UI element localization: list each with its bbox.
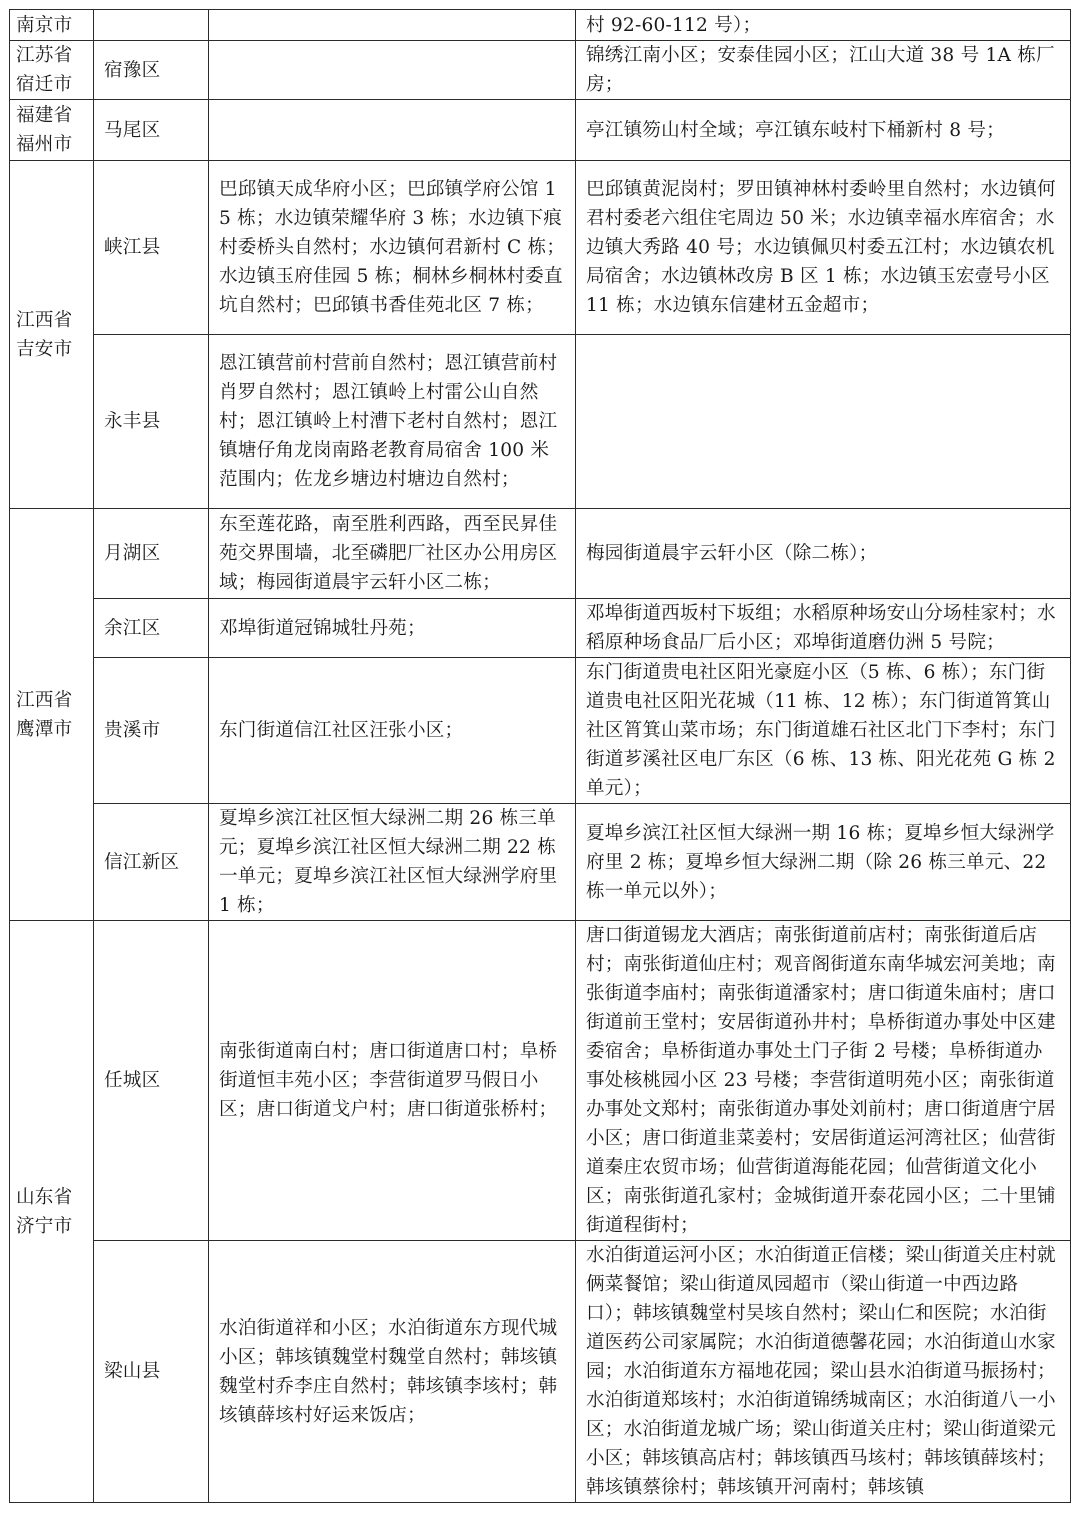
table-row	[10, 921, 1071, 1241]
county-cell: 月湖区	[94, 509, 209, 599]
high-risk-cell: 东门街道信江社区汪张小区；	[209, 658, 576, 804]
table-row	[10, 1241, 1071, 1503]
table-row	[10, 599, 1071, 658]
region-cell: 江西省鹰潭市	[10, 509, 94, 921]
table-row	[10, 10, 1071, 41]
high-risk-cell: 恩江镇营前村营前自然村；恩江镇营前村肖罗自然村；恩江镇岭上村雷公山自然村；恩江镇岭上村漕下老村自然村；恩江镇塘仔角龙岗南路老教育局宿舍 100 米范围内；佐龙乡塘边村塘边自然村；	[209, 335, 576, 509]
mid-risk-cell: 夏埠乡滨江社区恒大绿洲一期 16 栋；夏埠乡恒大绿洲学府里 2 栋；夏埠乡恒大绿洲二期（除 26 栋三单元、22 栋一单元以外）；	[576, 804, 1071, 921]
high-risk-cell	[209, 41, 576, 100]
county-cell: 任城区	[94, 921, 209, 1241]
risk-area-table	[9, 9, 1071, 1503]
county-cell: 余江区	[94, 599, 209, 658]
table-row	[10, 509, 1071, 599]
region-cell: 南京市	[10, 10, 94, 41]
table-row	[10, 161, 1071, 335]
mid-risk-cell: 巴邱镇黄泥岗村；罗田镇神林村委岭里自然村；水边镇何君村委老六组住宅周边 50 米；水边镇幸福水库宿舍；水边镇大秀路 40 号；水边镇佩贝村委五江村；水边镇农机局宿舍；水边镇林改房 B 区 1 栋；水边镇玉宏壹号小区 11 栋；水边镇东信建材五金超市；	[576, 161, 1071, 335]
county-cell: 宿豫区	[94, 41, 209, 100]
table-row	[10, 100, 1071, 161]
table-row	[10, 41, 1071, 100]
mid-risk-cell: 邓埠街道西坂村下坂组；水稻原种场安山分场桂家村；水稻原种场食品厂后小区；邓埠街道磨仂洲 5 号院；	[576, 599, 1071, 658]
mid-risk-cell: 梅园街道晨宇云轩小区（除二栋）；	[576, 509, 1071, 599]
region-cell: 江西省吉安市	[10, 161, 94, 509]
high-risk-cell	[209, 10, 576, 41]
county-cell	[94, 10, 209, 41]
mid-risk-cell: 亭江镇笏山村全域；亭江镇东岐村下桶新村 8 号；	[576, 100, 1071, 161]
region-cell: 山东省济宁市	[10, 921, 94, 1503]
table-row	[10, 335, 1071, 509]
county-cell: 峡江县	[94, 161, 209, 335]
mid-risk-cell: 锦绣江南小区；安泰佳园小区；江山大道 38 号 1A 栋厂房；	[576, 41, 1071, 100]
high-risk-cell: 夏埠乡滨江社区恒大绿洲二期 26 栋三单元；夏埠乡滨江社区恒大绿洲二期 22 栋一单元；夏埠乡滨江社区恒大绿洲学府里 1 栋；	[209, 804, 576, 921]
mid-risk-cell	[576, 335, 1071, 509]
high-risk-cell	[209, 100, 576, 161]
mid-risk-cell: 唐口街道锡龙大酒店；南张街道前店村；南张街道后店村；南张街道仙庄村；观音阁街道东南华城宏河美地；南张街道李庙村；南张街道潘家村；唐口街道朱庙村；唐口街道前王堂村；安居街道孙井村；阜桥街道办事处中区建委宿舍；阜桥街道办事处土门子街 2 号楼；阜桥街道办事处核桃园小区 23 号楼；李营街道明苑小区；南张街道办事处文郑村；南张街道办事处刘前村；唐口街道唐宁居小区；唐口街道韭菜姜村；安居街道运河湾社区；仙营街道秦庄农贸市场；仙营街道海能花园；仙营街道文化小区；南张街道孔家村；金城街道开泰花园小区；二十里铺街道程街村；	[576, 921, 1071, 1241]
high-risk-cell: 邓埠街道冠锦城牡丹苑；	[209, 599, 576, 658]
county-cell: 马尾区	[94, 100, 209, 161]
high-risk-cell: 南张街道南白村；唐口街道唐口村；阜桥街道恒丰苑小区；李营街道罗马假日小区；唐口街道戈户村；唐口街道张桥村；	[209, 921, 576, 1241]
high-risk-cell: 水泊街道祥和小区；水泊街道东方现代城小区；韩垓镇魏堂村魏堂自然村；韩垓镇魏堂村乔李庄自然村；韩垓镇李垓村；韩垓镇薛垓村好运来饭店；	[209, 1241, 576, 1503]
region-cell: 江苏省宿迁市	[10, 41, 94, 100]
county-cell: 贵溪市	[94, 658, 209, 804]
mid-risk-cell: 东门街道贵电社区阳光豪庭小区（5 栋、6 栋）；东门街道贵电社区阳光花城（11 栋、12 栋）；东门街道筲箕山社区筲箕山菜市场；东门街道雄石社区北门下李村；东门街道芗溪社区电厂东区（6 栋、13 栋、阳光花苑 G 栋 2 单元）；	[576, 658, 1071, 804]
high-risk-cell: 东至莲花路，南至胜利西路，西至民昇佳苑交界围墙，北至磷肥厂社区办公用房区域；梅园街道晨宇云轩小区二栋；	[209, 509, 576, 599]
mid-risk-cell: 水泊街道运河小区；水泊街道正信楼；梁山街道关庄村就俩菜餐馆；梁山街道凤园超市（梁山街道一中西边路口）；韩垓镇魏堂村吴垓自然村；梁山仁和医院；水泊街道医药公司家属院；水泊街道德馨花园；水泊街道山水家园；水泊街道东方福地花园；梁山县水泊街道马振扬村；水泊街道郑垓村；水泊街道锦绣城南区；水泊街道八一小区；水泊街道龙城广场；梁山街道关庄村；梁山街道梁元小区；韩垓镇高店村；韩垓镇西马垓村；韩垓镇薛垓村；韩垓镇蔡徐村；韩垓镇开河南村；韩垓镇	[576, 1241, 1071, 1503]
region-cell: 福建省福州市	[10, 100, 94, 161]
high-risk-cell: 巴邱镇天成华府小区；巴邱镇学府公馆 15 栋；水边镇荣耀华府 3 栋；水边镇下痕村委桥头自然村；水边镇何君新村 C 栋；水边镇玉府佳园 5 栋；桐林乡桐林村委直坑自然村；巴邱镇书香佳苑北区 7 栋；	[209, 161, 576, 335]
table-row	[10, 804, 1071, 921]
county-cell: 梁山县	[94, 1241, 209, 1503]
table-row	[10, 658, 1071, 804]
county-cell: 永丰县	[94, 335, 209, 509]
county-cell: 信江新区	[94, 804, 209, 921]
mid-risk-cell: 村 92-60-112 号）；	[576, 10, 1071, 41]
